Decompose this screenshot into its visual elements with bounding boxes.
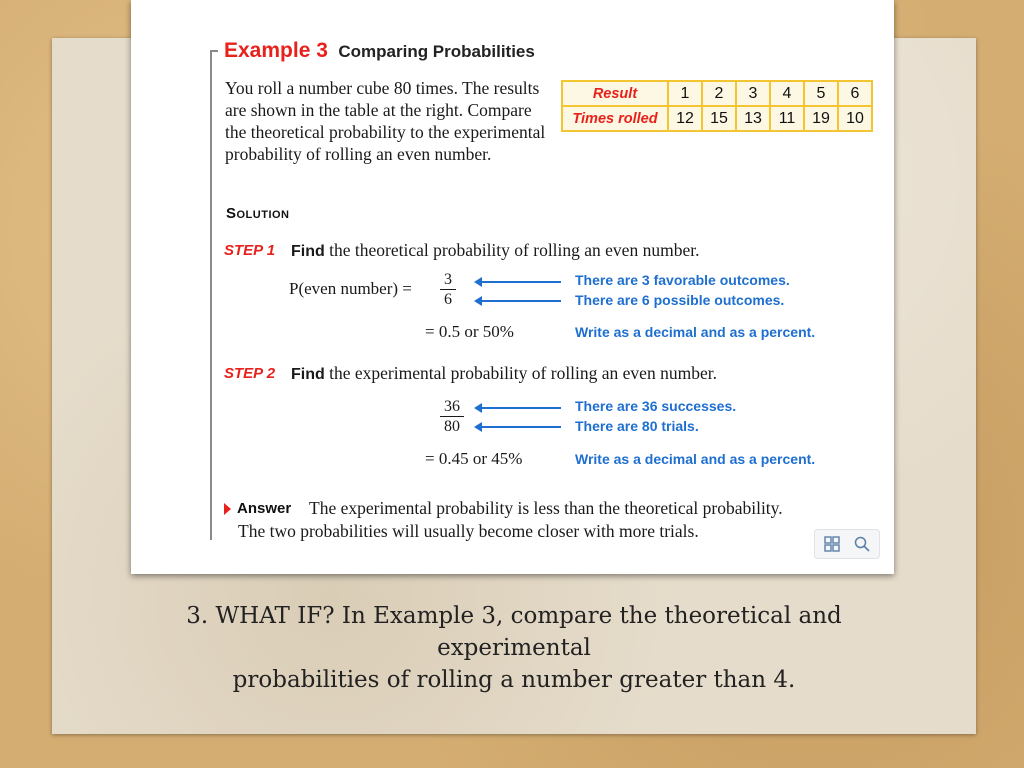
- step2-numerator: 36: [440, 397, 464, 417]
- row-header-result: Result: [562, 81, 668, 106]
- step2-note-denominator: There are 80 trials.: [575, 418, 699, 434]
- example-title: Comparing Probabilities: [338, 42, 535, 61]
- search-icon[interactable]: [853, 535, 871, 553]
- step1-fraction: [440, 270, 456, 309]
- step1-note-numerator: There are 3 favorable outcomes.: [575, 272, 790, 288]
- table-cell: 3: [736, 81, 770, 106]
- step1-denominator: 6: [444, 291, 452, 308]
- left-arrow-icon: [481, 281, 561, 283]
- row-header-times-rolled: Times rolled: [562, 106, 668, 131]
- problem-statement: You roll a number cube 80 times. The results are shown in the table at the right. Compare the theoretical probability to the experimental probability of rolling an even number.: [225, 78, 546, 164]
- step1-result: = 0.5 or 50%: [425, 322, 514, 341]
- example-number: Example 3: [224, 39, 328, 62]
- table-row: [562, 106, 872, 131]
- table-cell: 6: [838, 81, 872, 106]
- step2-text: the experimental probability of rolling an even number.: [329, 363, 717, 383]
- step1-note-result: Write as a decimal and as a percent.: [575, 324, 816, 340]
- step2-find: Find: [291, 366, 325, 383]
- caption-line-2: experimental: [437, 635, 591, 661]
- answer-line-1: The experimental probability is less than the theoretical probability.: [309, 498, 783, 518]
- step2-instruction: [291, 363, 717, 384]
- table-cell: 5: [804, 81, 838, 106]
- step1-find: Find: [291, 243, 325, 260]
- left-arrow-icon: [481, 300, 561, 302]
- step2-note-numerator: There are 36 successes.: [575, 398, 737, 414]
- table-cell: 12: [668, 106, 702, 131]
- table-cell: 1: [668, 81, 702, 106]
- example-heading: [224, 39, 535, 63]
- step1-numerator: 3: [440, 270, 456, 290]
- textbook-screenshot: [131, 0, 894, 574]
- table-cell: 10: [838, 106, 872, 131]
- step1-text: the theoretical probability of rolling an even number.: [329, 240, 700, 260]
- image-tools: [814, 529, 880, 559]
- step2-result: = 0.45 or 45%: [425, 449, 523, 468]
- section-rule: [210, 50, 212, 540]
- step2-note-result: Write as a decimal and as a percent.: [575, 451, 816, 467]
- table-cell: 13: [736, 106, 770, 131]
- answer-line-2: The two probabilities will usually become closer with more trials.: [238, 521, 699, 541]
- table-cell: 15: [702, 106, 736, 131]
- step1-lhs: P(even number) =: [289, 279, 412, 298]
- table-cell: 4: [770, 81, 804, 106]
- answer-marker-icon: [224, 503, 231, 515]
- step1-instruction: [291, 240, 699, 261]
- table-row: [562, 81, 872, 106]
- left-arrow-icon: [481, 426, 561, 428]
- step2-label: STEP 2: [224, 365, 276, 382]
- step2-fraction: [440, 397, 464, 436]
- caption-line-3: probabilities of rolling a number greater than 4.: [232, 667, 796, 693]
- step1-note-denominator: There are 6 possible outcomes.: [575, 292, 785, 308]
- title-rule: [210, 50, 218, 52]
- step2-denominator: 80: [444, 418, 460, 435]
- table-cell: 19: [804, 106, 838, 131]
- table-cell: 11: [770, 106, 804, 131]
- solution-heading: Solution: [226, 205, 290, 222]
- grid-view-icon[interactable]: [823, 535, 841, 553]
- table-cell: 2: [702, 81, 736, 106]
- step1-label: STEP 1: [224, 242, 276, 259]
- left-arrow-icon: [481, 407, 561, 409]
- answer-label: Answer: [237, 500, 292, 517]
- results-table: [561, 80, 873, 132]
- question-caption: [52, 600, 976, 696]
- caption-line-1: 3. WHAT IF? In Example 3, compare the theoretical and: [186, 603, 842, 629]
